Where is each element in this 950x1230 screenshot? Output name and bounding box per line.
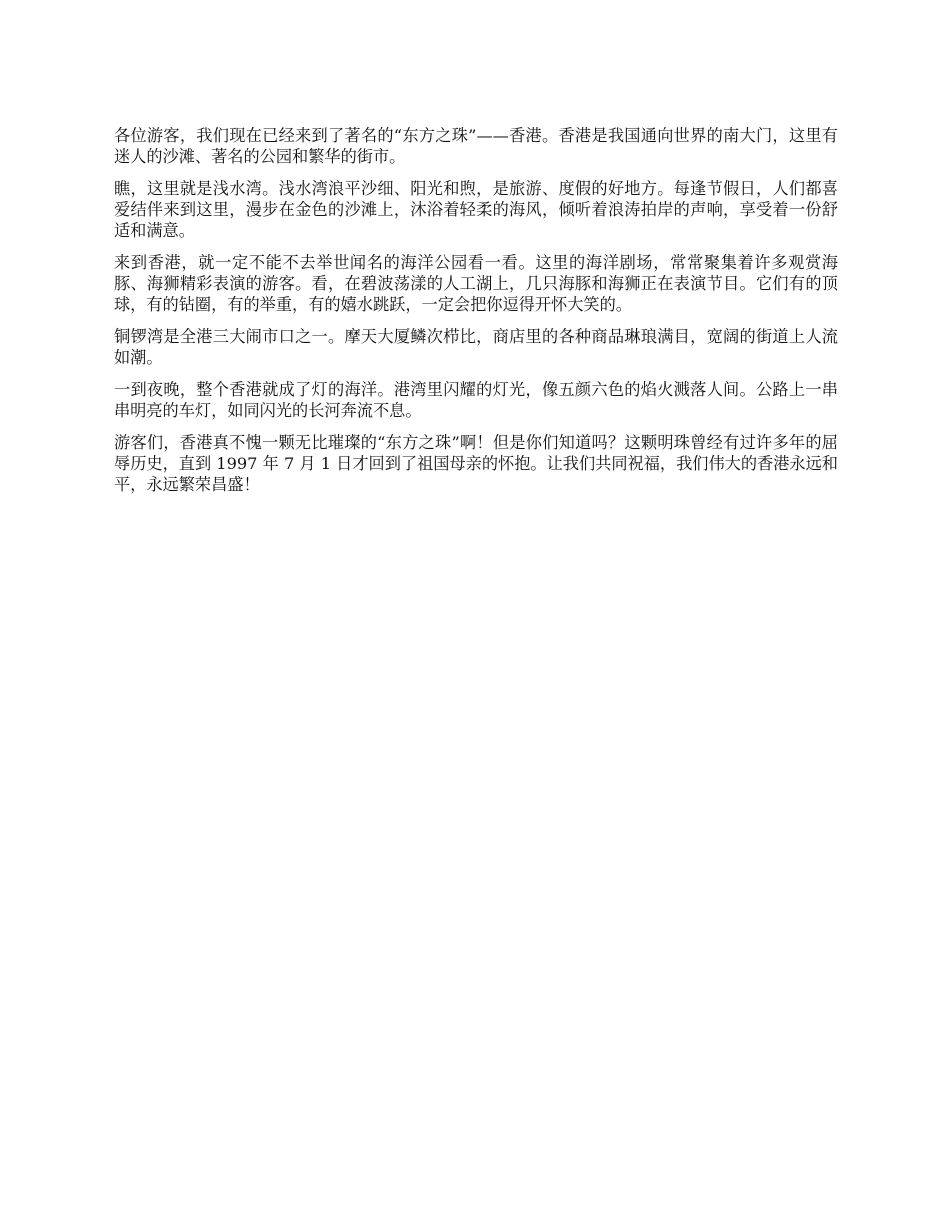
paragraph-closing: 游客们，香港真不愧一颗无比璀璨的“东方之珠”啊！但是你们知道吗？这颗明珠曾经有过许多年的屈辱历史，直到 1997 年 7 月 1 日才回到了祖国母亲的怀抱。让我们共同祝福，我们伟大的香港永远和平，永远繁荣昌盛！ [114,433,838,494]
paragraph-ocean-park: 来到香港，就一定不能不去举世闻名的海洋公园看一看。这里的海洋剧场，常常聚集着许多观赏海豚、海狮精彩表演的游客。看，在碧波荡漾的人工湖上，几只海豚和海狮正在表演节目。它们有的顶球，有的钻圈，有的举重，有的嬉水跳跃，一定会把你逗得开怀大笑的。 [114,253,838,314]
paragraph-causeway-bay: 铜锣湾是全港三大闹市口之一。摩天大厦鳞次栉比，商店里的各种商品琳琅满目，宽阔的街道上人流如潮。 [114,327,838,367]
paragraph-night-view: 一到夜晚，整个香港就成了灯的海洋。港湾里闪耀的灯光，像五颜六色的焰火溅落人间。公路上一串串明亮的车灯，如同闪光的长河奔流不息。 [114,380,838,420]
document-body [114,125,838,506]
paragraph-intro: 各位游客，我们现在已经来到了著名的“东方之珠”——香港。香港是我国通向世界的南大门，这里有迷人的沙滩、著名的公园和繁华的街市。 [114,126,838,166]
paragraph-repulse-bay: 瞧，这里就是浅水湾。浅水湾浪平沙细、阳光和煦，是旅游、度假的好地方。每逢节假日，人们都喜爱结伴来到这里，漫步在金色的沙滩上，沐浴着轻柔的海风，倾听着浪涛拍岸的声响，享受着一份舒适和满意。 [114,179,838,240]
